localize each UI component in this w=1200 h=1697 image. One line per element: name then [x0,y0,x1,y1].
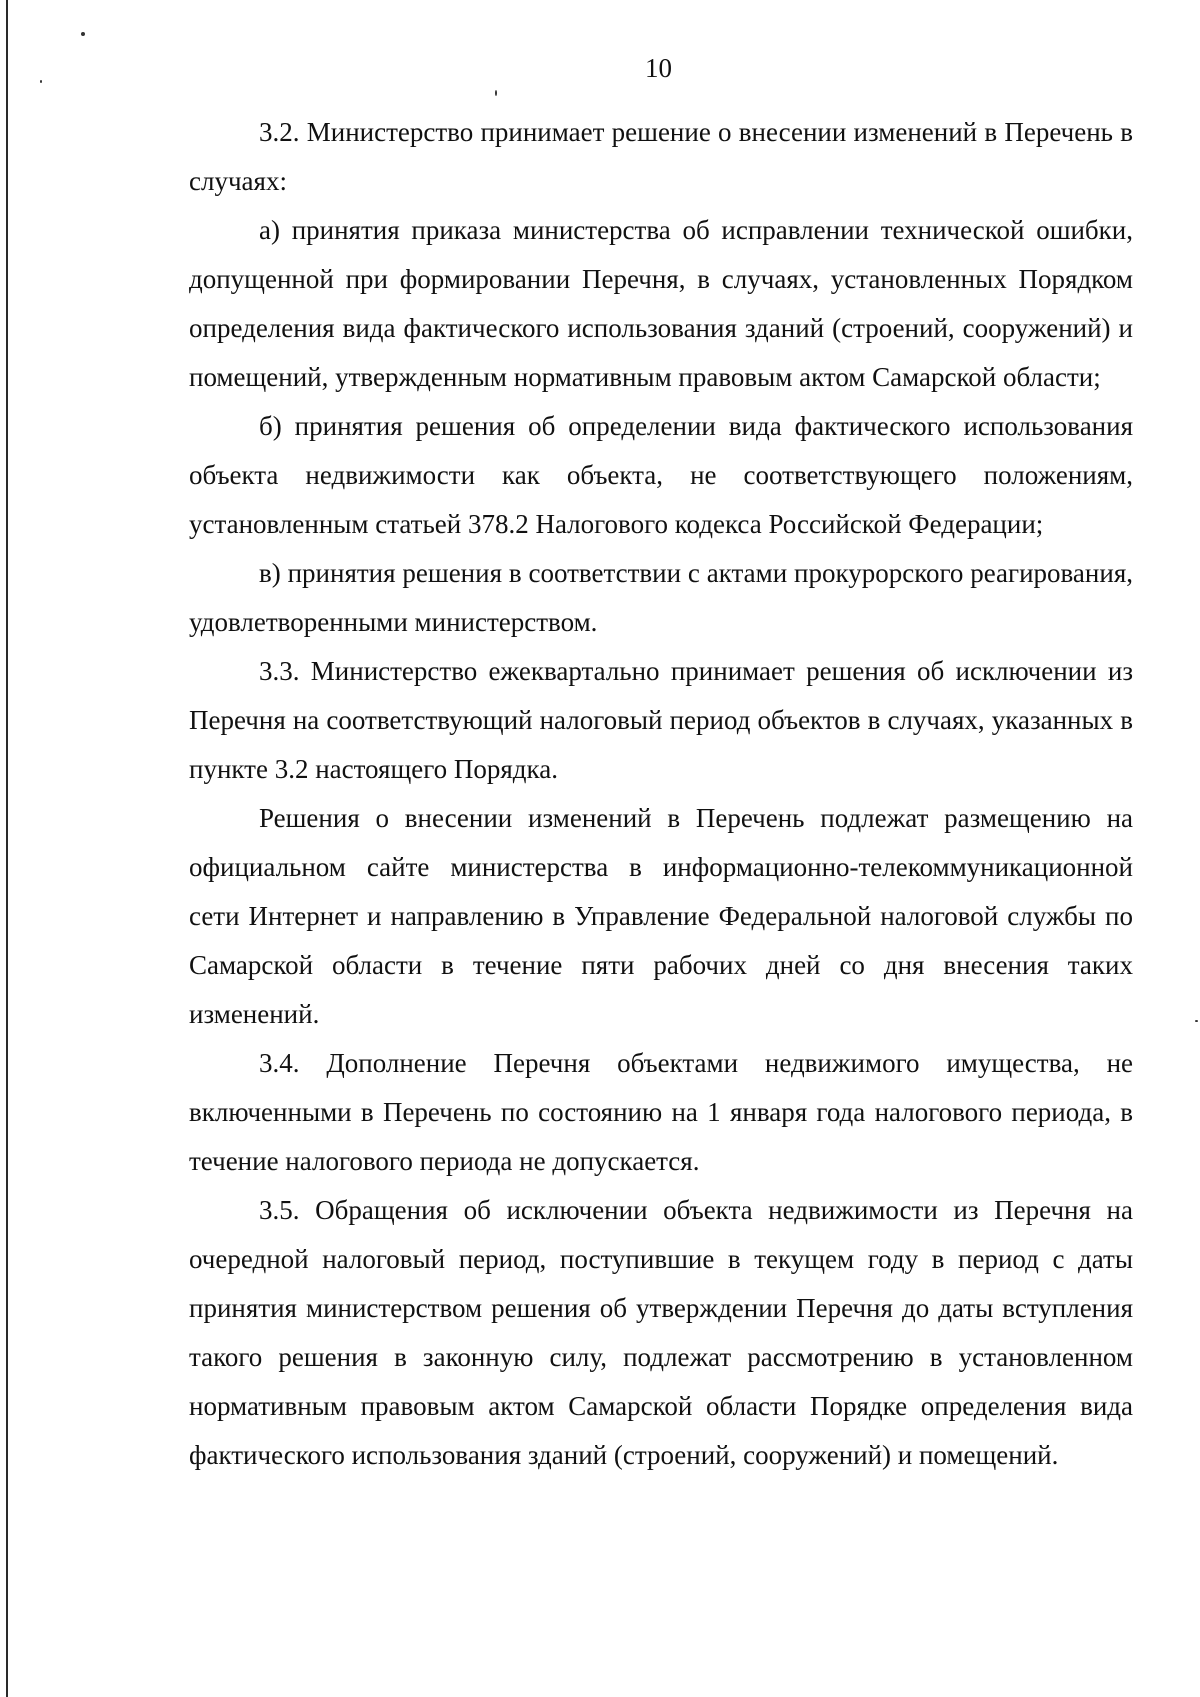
paragraph-3-2-a: а) принятия приказа министерства об исправлении технической ошибки, допущенной при формировании Перечня, в случаях, установленных Порядком определения вида фактического использования зданий (строений, сооружений) и помещений, утвержденным нормативным правовым актом Самарской области; [189,215,1133,392]
paragraph-decisions-publication: Решения о внесении изменений в Перечень подлежат размещению на официальном сайте министерства в информационно-телекоммуникационной сети Интернет и направлению в Управление Федеральной налоговой службы по Самарской области в течение пяти рабочих дней со дня внесения таких изменений. [189,803,1133,1029]
page-number: 10 [645,53,672,83]
paragraph-3-2-v: в) принятия решения в соответствии с актами прокурорского реагирования, удовлетворенными министерством. [189,558,1133,637]
scan-speck [1195,1020,1198,1022]
scan-speck [40,80,42,83]
scan-speck [495,90,497,96]
scan-speck [81,32,85,36]
paragraph-3-3: 3.3. Министерство ежеквартально принимает решения об исключении из Перечня на соответствующий налоговый период объектов в случаях, указанных в пункте 3.2 настоящего Порядка. [189,656,1133,784]
paragraph-3-2-b: б) принятия решения об определении вида фактического использования объекта недвижимости как объекта, не соответствующего положениям, установленным статьей 378.2 Налогового кодекса Российской Федерации; [189,411,1133,539]
paragraph-3-2: 3.2. Министерство принимает решение о внесении изменений в Перечень в случаях: [189,117,1133,196]
document-body [189,108,1133,1480]
paragraph-3-4: 3.4. Дополнение Перечня объектами недвижимого имущества, не включенными в Перечень по состоянию на 1 января года налогового периода, в течение налогового периода не допускается. [189,1048,1133,1176]
paragraph-3-5: 3.5. Обращения об исключении объекта недвижимости из Перечня на очередной налоговый период, поступившие в текущем году в период с даты принятия министерством решения об утверждении Перечня до даты вступления такого решения в законную силу, подлежат рассмотрению в установленном нормативным правовым актом Самарской области Порядке определения вида фактического использования зданий (строений, сооружений) и помещений. [189,1195,1133,1470]
scan-border-line [6,0,8,1697]
